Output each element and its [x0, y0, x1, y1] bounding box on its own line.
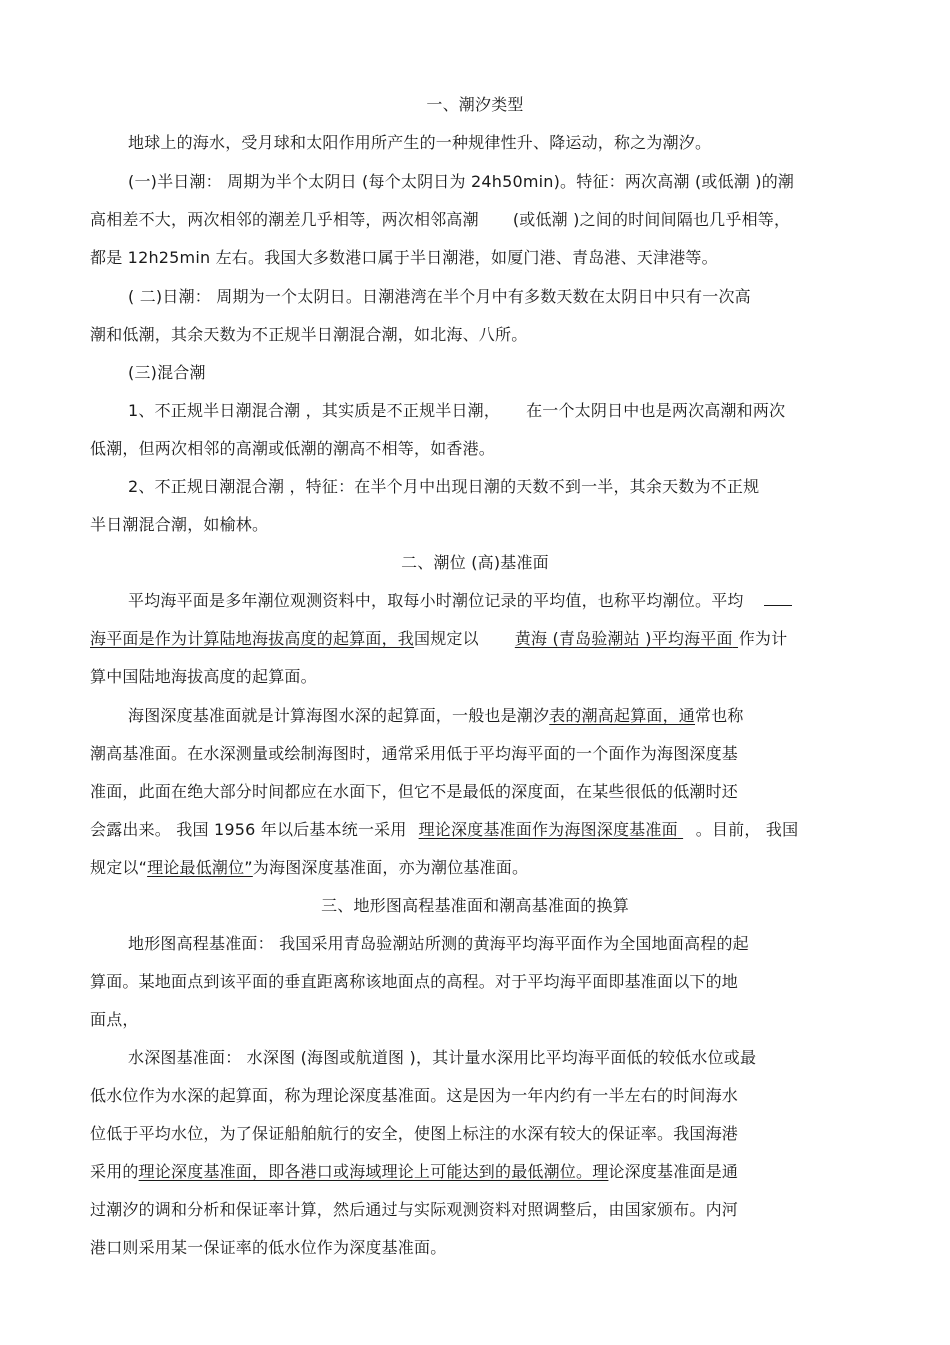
chart-datum-line-4 [90, 820, 798, 840]
msl-line-3: 算中国陆地海拔高度的起算面。 [90, 667, 317, 686]
water-depth-datum-line-5: 过潮汐的调和分析和保证率计算，然后通过与实际观测资料对照调整后，由国家颁布。内河 [90, 1200, 739, 1219]
water-depth-datum-line-6: 港口则采用某一保证率的低水位作为深度基准面。 [90, 1238, 447, 1257]
chart-datum-line-3: 准面，此面在绝大部分时间都应在水面下，但它不是最低的深度面，在某些很低的低潮时还 [90, 782, 739, 801]
topo-datum-line-3: 面点， [90, 1010, 139, 1029]
chart-datum-line-5-part-c: 为海图深度基准面，亦为潮位基准面。 [252, 858, 529, 877]
chart-datum-line-4-part-c: 。目前， 我国 [695, 820, 799, 839]
topo-datum-line-1: 地形图高程基准面： 我国采用青岛验潮站所测的黄海平均海平面作为全国地面高程的起 [128, 934, 749, 953]
semidiurnal-line-2-part-b: (或低潮 )之间的时间间隔也几乎相等， [512, 210, 791, 229]
msl-line-2 [90, 629, 787, 649]
section-heading-tide-types: 一、潮汐类型 [426, 95, 524, 114]
mixed-1-line-2: 低潮，但两次相邻的高潮或低潮的潮高不相等，如香港。 [90, 439, 496, 458]
msl-line-2-underlined-c: 黄海 (青岛验潮站 )平均海平面 [514, 629, 733, 648]
chart-datum-line-5-part-a: 规定以“ [90, 858, 148, 877]
msl-line-1-underline-blank [764, 591, 792, 606]
water-depth-datum-line-4-underlined: 理论深度基准面，即各港口或海域理论上可能达到的最低潮位。理 [138, 1162, 609, 1181]
section-heading-conversion: 三、地形图高程基准面和潮高基准面的换算 [321, 896, 629, 915]
diurnal-line-2: 潮和低潮，其余天数为不正规半日潮混合潮，如北海、八所。 [90, 325, 528, 344]
mixed-1-line-1 [128, 401, 785, 421]
semidiurnal-line-3: 都是 12h25min 左右。我国大多数港口属于半日潮港，如厦门港、青岛港、天津港等。 [90, 248, 718, 267]
semidiurnal-line-2-part-a: 高相差不大，两次相邻的潮差几乎相等，两次相邻高潮 [90, 210, 479, 229]
chart-datum-line-1-part-a: 海图深度基准面就是计算海图水深的起算面，一般也是潮汐 [128, 706, 550, 725]
mixed-2-line-1: 2、不正规日潮混合潮 ，特征：在半个月中出现日潮的天数不到一半，其余天数为不正规 [128, 477, 760, 496]
chart-datum-line-1-underlined: 表的潮高起算面，通 [549, 706, 696, 725]
mixed-tide-heading: (三)混合潮 [128, 363, 206, 382]
topo-datum-line-2: 算面。某地面点到该平面的垂直距离称该地面点的高程。对于平均海平面即基准面以下的地 [90, 972, 739, 991]
water-depth-datum-line-2: 低水位作为水深的起算面，称为理论深度基准面。这是因为一年内约有一半左右的时间海水 [90, 1086, 739, 1105]
water-depth-datum-line-4-part-a: 采用的 [90, 1162, 139, 1181]
semidiurnal-line-2 [90, 210, 790, 230]
msl-line-2-underlined-a: 海平面是作为计算陆地海拔高度的起算面，我 [90, 629, 415, 648]
water-depth-datum-line-1: 水深图基准面： 水深图 (海图或航道图 )，其计量水深用比平均海平面低的较低水位或最 [128, 1048, 757, 1067]
msl-line-1 [128, 591, 792, 611]
section-heading-datum: 二、潮位 (高)基准面 [401, 553, 549, 572]
chart-datum-line-1-part-c: 常也称 [695, 706, 744, 725]
msl-line-2-part-d: 作为计 [738, 629, 788, 648]
msl-line-2-part-b: 国规定以 [414, 629, 479, 648]
chart-datum-line-2: 潮高基准面。在水深测量或绘制海图时，通常采用低于平均海平面的一个面作为海图深度基 [90, 744, 739, 763]
paragraph-intro: 地球上的海水，受月球和太阳作用所产生的一种规律性升、降运动，称之为潮汐。 [128, 133, 712, 152]
msl-line-1-text: 平均海平面是多年潮位观测资料中，取每小时潮位记录的平均值，也称平均潮位。平均 [128, 591, 744, 610]
chart-datum-line-5 [90, 858, 528, 878]
mixed-1-line-1-part-a: 1、不正规半日潮混合潮 ，其实质是不正规半日潮， [128, 401, 501, 420]
chart-datum-line-1 [128, 706, 744, 726]
water-depth-datum-line-4-part-c: 论深度基准面是通 [608, 1162, 739, 1181]
mixed-1-line-1-part-b: 在一个太阴日中也是两次高潮和两次 [526, 401, 786, 420]
water-depth-datum-line-4 [90, 1162, 738, 1182]
semidiurnal-line-1: (一)半日潮： 周期为半个太阴日 (每个太阴日为 24h50min)。特征：两次高潮 (或低潮 )的潮 [128, 172, 795, 191]
chart-datum-line-4-part-a: 会露出来。 我国 1956 年以后基本统一采用 [90, 820, 407, 839]
diurnal-line-1: ( 二)日潮： 周期为一个太阴日。日潮港湾在半个月中有多数天数在太阴日中只有一次高 [128, 287, 751, 306]
chart-datum-line-5-underlined: 理论最低潮位” [147, 858, 253, 877]
chart-datum-line-4-underlined: 理论深度基准面作为海图深度基准面 [418, 820, 678, 839]
water-depth-datum-line-3: 位低于平均水位，为了保证船舶航行的安全，使图上标注的水深有较大的保证率。我国海港 [90, 1124, 739, 1143]
mixed-2-line-2: 半日潮混合潮，如榆林。 [90, 515, 269, 534]
